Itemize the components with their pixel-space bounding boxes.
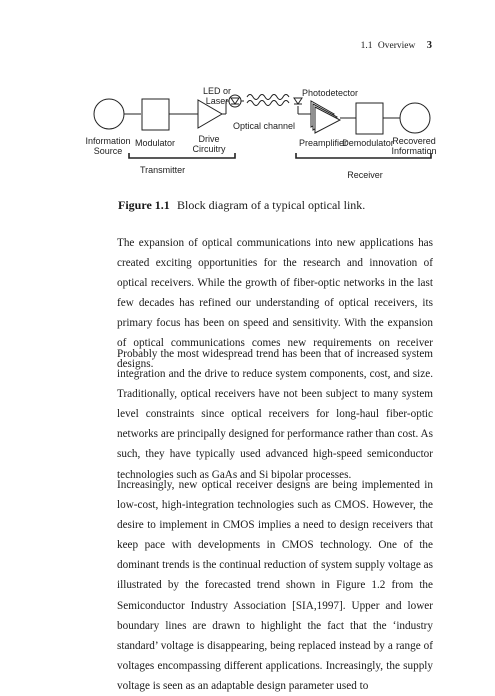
photodetector-label: Photodetector <box>301 88 359 98</box>
recovered-information-label-line-2: Information <box>391 146 437 156</box>
section-title: Overview <box>377 41 416 51</box>
body-paragraph-1: The expansion of optical communications into new applications has created exciting opportunities for the research and innovation of optical receivers. While the growth of fiber-optic networks in the last few decades has refined our understanding of optical receivers, its primary focus has been on speed and sensitivity. With the expansion of optical communications comes new requirements on receiver designs. <box>117 237 433 370</box>
preamplifier-label: Preamplifier <box>298 138 348 148</box>
body-paragraph-3: Increasingly, new optical receiver designs are being implemented in low-cost, high-integration technologies such as CMOS. However, the desire to implement in CMOS implies a need to design receivers that keep pace with developments in CMOS technology. One of the dominant trends is the continual reduction of system supply voltage as illustrated by the forecasted trend shown in Figure 1.2 from the Semiconductor Industry Association [SIA,1997]. Upper and lower boundary lines are drawn to highlight the fact that the ‘industry standard’ voltage is disappearing, being replaced instead by a range of voltages encompassing different applications. Increasingly, the supply voltage is seen as an adaptable design parameter used to <box>117 479 433 692</box>
optical-link-diagram <box>0 0 495 200</box>
demodulator-box <box>356 103 383 134</box>
drive-circuitry-label-line-2: Circuitry <box>192 144 226 154</box>
drive-circuitry-label-line-1: Drive <box>198 134 220 144</box>
recovered-information-label-line-1: Recovered <box>392 136 436 146</box>
body-paragraph-2: Probably the most widespread trend has been that of increased system integration and the drive to reduce system components, cost, and size. Traditionally, optical receivers have not been subject to many system level constraints since optical receivers for long-haul fiber-optic networks are principally designed for performance rather than cost. As such, they have typically used advanced high-speed semiconductor technologies such as GaAs and Si bipolar processes. <box>117 348 433 481</box>
figure-caption-text: Block diagram of a typical optical link. <box>177 198 366 212</box>
information-source-circle <box>94 99 124 129</box>
modulator-label: Modulator <box>134 138 176 148</box>
optical-channel-label: Optical channel <box>232 121 296 131</box>
led-laser-label-line-2: Laser <box>205 96 229 106</box>
transmitter-label: Transmitter <box>140 165 186 175</box>
recovered-information-circle <box>400 103 430 133</box>
led-laser-symbol <box>229 95 241 107</box>
information-source-label-line-1: Information <box>85 136 131 146</box>
section-number: 1.1 <box>360 41 373 51</box>
figure-caption-number: Figure 1.1 <box>118 198 170 212</box>
receiver-label: Receiver <box>347 170 383 180</box>
modulator-box <box>142 99 169 130</box>
demodulator-label: Demodulator <box>342 138 394 148</box>
information-source-label-line-2: Source <box>93 146 123 156</box>
led-laser-label-line-1: LED or <box>202 86 232 96</box>
preamplifier-triangle <box>311 101 340 133</box>
photodetector-diode <box>294 98 302 104</box>
optical-channel-waves <box>247 95 289 106</box>
page-number: 3 <box>426 40 432 51</box>
